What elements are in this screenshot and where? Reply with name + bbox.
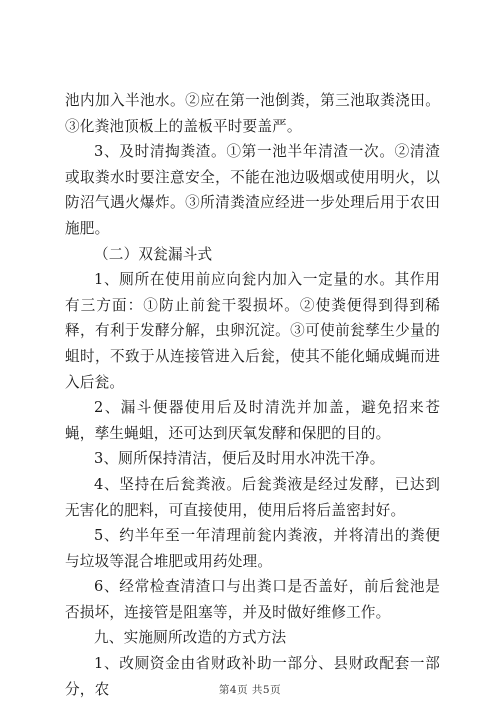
paragraph: 3、及时清掏粪渣。①第一池半年清渣一次。②清渣或取粪水时要注意安全，不能在池边吸烟或使用明火，以防沼气遇火爆炸。③所清粪渣应经进一步处理后用于农田施肥。 [65,143,440,237]
section-heading: （二）双瓮漏斗式 [94,245,213,263]
page-number-footer: 第4页 共5页 [218,684,282,696]
paragraph: 4、坚持在后瓮粪液。后瓮粪液是经过发酵，已达到无害化的肥料，可直接使用，使用后将后盖密封好。 [65,475,440,519]
paragraph: 5、约半年至一年清理前瓮内粪液，并将清出的粪便与垃圾等混合堆肥或用药处理。 [65,527,440,570]
paragraph: 6、经常检查清渣口与出粪口是否盖好，前后瓮池是否损坏，连接管是阻塞等，并及时做好维修工作。 [65,578,440,621]
document-body [65,88,440,702]
paragraph: 池内加入半池水。②应在第一池倒粪，第三池取粪浇田。③化粪池顶板上的盖板平时要盖严。 [65,92,440,135]
paragraph: 3、厕所保持清洁，便后及时用水冲洗干净。 [94,450,385,468]
paragraph: 1、改厕资金由省财政补助一部分、县财政配套一部分，农 [65,655,440,698]
section-heading: 九、实施厕所改造的方式方法 [94,629,287,647]
paragraph: 2、漏斗便器使用后及时清洗并加盖，避免招来苍蝇，孳生蝇蛆，还可达到厌氧发酵和保肥的目的。 [65,399,440,442]
paragraph: 1、厕所在使用前应向瓮内加入一定量的水。其作用有三方面：①防止前瓮干裂损坏。②使粪便得到得到稀释，有利于发酵分解，虫卵沉淀。③可使前瓮孳生少量的蛆时，不致于从连接管进入后瓮，使其不能化蛹成蝇而进入后瓮。 [65,271,440,391]
